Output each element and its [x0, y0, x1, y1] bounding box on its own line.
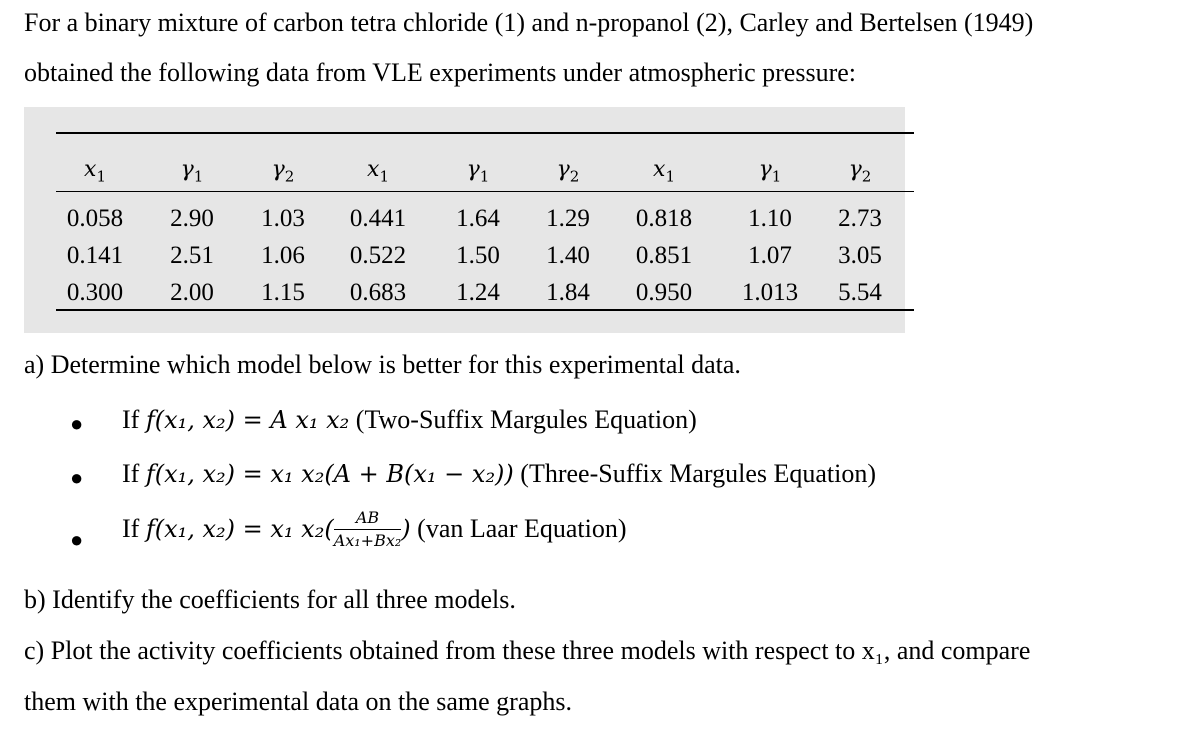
table-cell: 1.84: [546, 279, 590, 306]
model-name: (van Laar Equation): [410, 513, 627, 543]
table-header-cell: $\gamma_2$: [848, 157, 872, 186]
table-cell: 0.683: [349, 279, 407, 306]
bullet-icon: ●: [70, 527, 84, 552]
table-cell: 2.73: [838, 205, 882, 232]
question-c-line-1: c) Plot the activity coefficients obtained from these three models with respect to x₁, and compare: [24, 636, 1031, 665]
model-prefix: If: [122, 405, 146, 434]
table-cell: 0.851: [635, 242, 693, 269]
model-van-laar: [122, 510, 627, 552]
table-header-rule: [56, 191, 914, 192]
question-c-line-2: them with the experimental data on the same graphs.: [24, 687, 572, 716]
van-laar-fraction: [334, 508, 402, 550]
table-cell: 1.07: [748, 242, 792, 269]
bullet-icon: ●: [70, 465, 84, 490]
model-formula: f(x₁, x₂) = A x₁ x₂: [145, 406, 350, 434]
table-cell: 2.90: [170, 205, 214, 232]
question-a: a) Determine which model below is better for this experimental data.: [24, 350, 741, 379]
table-header-cell: $\gamma_1$: [466, 157, 490, 186]
fraction-denominator: Ax₁+Bx₂: [333, 531, 402, 550]
model-name: (Two-Suffix Margules Equation): [349, 405, 697, 434]
table-cell: 0.818: [635, 205, 693, 232]
vle-data-table: [24, 107, 905, 333]
model-formula-prefix: f(x₁, x₂) = x₁ x₂(: [145, 514, 334, 543]
table-cell: 0.141: [66, 242, 124, 269]
table-cell: 1.06: [261, 242, 305, 269]
table-bottom-rule: [56, 309, 914, 311]
table-cell: 3.05: [838, 242, 882, 269]
table-header-cell: $x_1$: [367, 157, 389, 186]
table-header-cell: $\gamma_2$: [556, 157, 580, 186]
table-cell: 2.51: [170, 242, 214, 269]
fraction-numerator: AB: [334, 508, 402, 530]
table-top-rule: [56, 132, 914, 134]
table-cell: 1.013: [741, 279, 799, 306]
table-cell: 1.24: [456, 279, 500, 306]
table-cell: 1.29: [546, 205, 590, 232]
model-three-suffix-margules: [122, 459, 876, 489]
table-header-cell: $x_1$: [84, 157, 106, 186]
model-prefix: If: [122, 459, 146, 488]
model-formula-suffix: ): [401, 514, 411, 543]
table-header-cell: $\gamma_1$: [758, 157, 782, 186]
model-prefix: If: [122, 513, 146, 543]
table-header-cell: $\gamma_1$: [180, 157, 204, 186]
table-header-cell: $\gamma_2$: [271, 157, 295, 186]
table-cell: 0.058: [66, 205, 124, 232]
table-header-cell: $x_1$: [653, 157, 675, 186]
table-cell: 1.10: [748, 205, 792, 232]
table-cell: 0.300: [66, 279, 124, 306]
model-name: (Three-Suffix Margules Equation): [513, 459, 877, 488]
model-two-suffix-margules: [122, 405, 697, 435]
bullet-icon: ●: [70, 411, 84, 436]
intro-line-2: obtained the following data from VLE experiments under atmospheric pressure:: [24, 58, 856, 87]
table-cell: 1.15: [261, 279, 305, 306]
table-cell: 1.64: [456, 205, 500, 232]
table-cell: 5.54: [838, 279, 882, 306]
table-cell: 1.03: [261, 205, 305, 232]
table-cell: 0.441: [349, 205, 407, 232]
table-cell: 1.40: [546, 242, 590, 269]
table-cell: 0.522: [349, 242, 407, 269]
model-formula: f(x₁, x₂) = x₁ x₂(A + B(x₁ − x₂)): [145, 460, 514, 488]
intro-line-1: For a binary mixture of carbon tetra chloride (1) and n-propanol (2), Carley and Bertelsen (1949): [24, 8, 1034, 37]
table-cell: 2.00: [170, 279, 214, 306]
question-b: b) Identify the coefficients for all three models.: [24, 585, 516, 614]
table-cell: 0.950: [635, 279, 693, 306]
table-cell: 1.50: [456, 242, 500, 269]
